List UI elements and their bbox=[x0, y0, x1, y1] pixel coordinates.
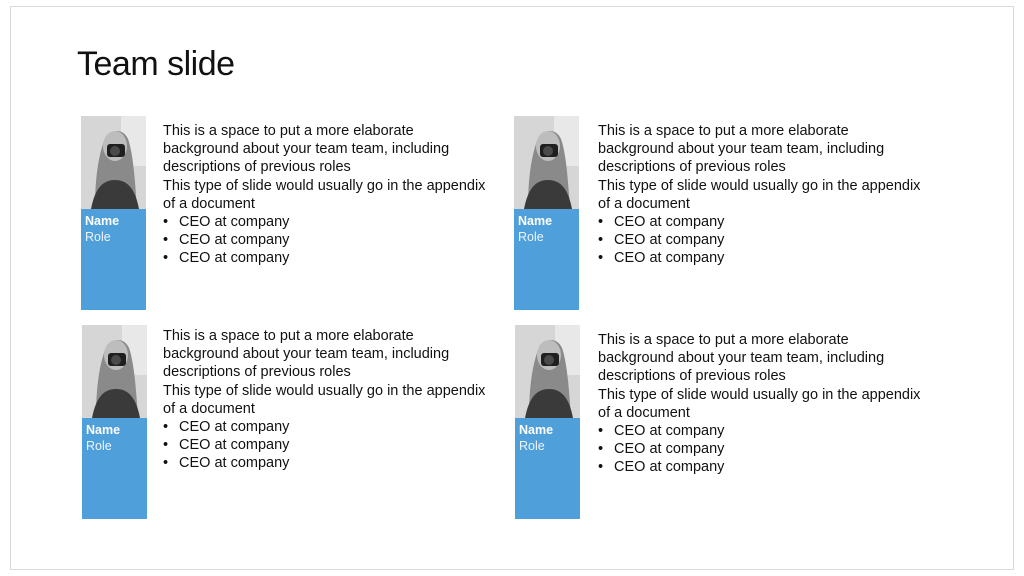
bullet-list bbox=[163, 213, 493, 268]
list-item: • CEO at company bbox=[598, 250, 725, 267]
bio-text: This type of slide would usually go in the appendix of a document bbox=[598, 386, 921, 421]
bio-text: This is a space to put a more elaborate background about your team team, including descriptions of previous roles bbox=[163, 123, 450, 176]
bullet-icon: • bbox=[598, 232, 604, 249]
bio-text: This type of slide would usually go in the appendix of a document bbox=[163, 382, 486, 417]
member-bio bbox=[598, 331, 928, 477]
bullet-icon: • bbox=[598, 250, 604, 267]
list-item: • CEO at company bbox=[598, 232, 725, 249]
member-role: Role bbox=[86, 439, 112, 453]
member-name: Name bbox=[519, 423, 554, 437]
bullet-icon: • bbox=[163, 232, 169, 249]
list-item: • CEO at company bbox=[163, 455, 290, 472]
member-name: Name bbox=[518, 214, 553, 228]
person-photo-icon bbox=[82, 325, 147, 418]
member-role: Role bbox=[519, 439, 545, 453]
bio-text: This is a space to put a more elaborate background about your team team, including descriptions of previous roles bbox=[598, 123, 885, 176]
list-item: • CEO at company bbox=[163, 419, 290, 436]
bullet-icon: • bbox=[598, 423, 604, 440]
list-item: • CEO at company bbox=[598, 423, 725, 440]
bullet-icon: • bbox=[598, 459, 604, 476]
bio-text: This type of slide would usually go in the appendix of a document bbox=[163, 177, 486, 212]
bio-text: This is a space to put a more elaborate background about your team team, including descriptions of previous roles bbox=[598, 332, 885, 385]
member-card bbox=[82, 325, 147, 519]
member-bio bbox=[163, 327, 493, 473]
member-bio bbox=[598, 122, 928, 268]
person-photo-icon bbox=[515, 325, 580, 418]
list-item: • CEO at company bbox=[598, 441, 725, 458]
list-item: • CEO at company bbox=[163, 250, 290, 267]
person-photo-icon bbox=[81, 116, 146, 209]
member-role: Role bbox=[518, 230, 544, 244]
bullet-list bbox=[598, 422, 928, 477]
member-card bbox=[514, 116, 579, 310]
slide-title: Team slide bbox=[77, 45, 235, 83]
member-name: Name bbox=[85, 214, 120, 228]
bullet-icon: • bbox=[598, 441, 604, 458]
bio-text: This type of slide would usually go in the appendix of a document bbox=[598, 177, 921, 212]
bullet-icon: • bbox=[163, 214, 169, 231]
member-name: Name bbox=[86, 423, 121, 437]
member-card bbox=[515, 325, 580, 519]
bullet-icon: • bbox=[163, 437, 169, 454]
slide bbox=[10, 6, 1014, 570]
member-bio bbox=[163, 122, 493, 268]
bullet-icon: • bbox=[163, 250, 169, 267]
member-role: Role bbox=[85, 230, 111, 244]
bullet-list bbox=[163, 418, 493, 473]
member-card bbox=[81, 116, 146, 310]
bullet-icon: • bbox=[598, 214, 604, 231]
bullet-list bbox=[598, 213, 928, 268]
bio-text: This is a space to put a more elaborate background about your team team, including descriptions of previous roles bbox=[163, 328, 450, 381]
bullet-icon: • bbox=[163, 419, 169, 436]
list-item: • CEO at company bbox=[163, 232, 290, 249]
list-item: • CEO at company bbox=[163, 437, 290, 454]
person-photo-icon bbox=[514, 116, 579, 209]
list-item: • CEO at company bbox=[598, 214, 725, 231]
bullet-icon: • bbox=[163, 455, 169, 472]
list-item: • CEO at company bbox=[163, 214, 290, 231]
list-item: • CEO at company bbox=[598, 459, 725, 476]
